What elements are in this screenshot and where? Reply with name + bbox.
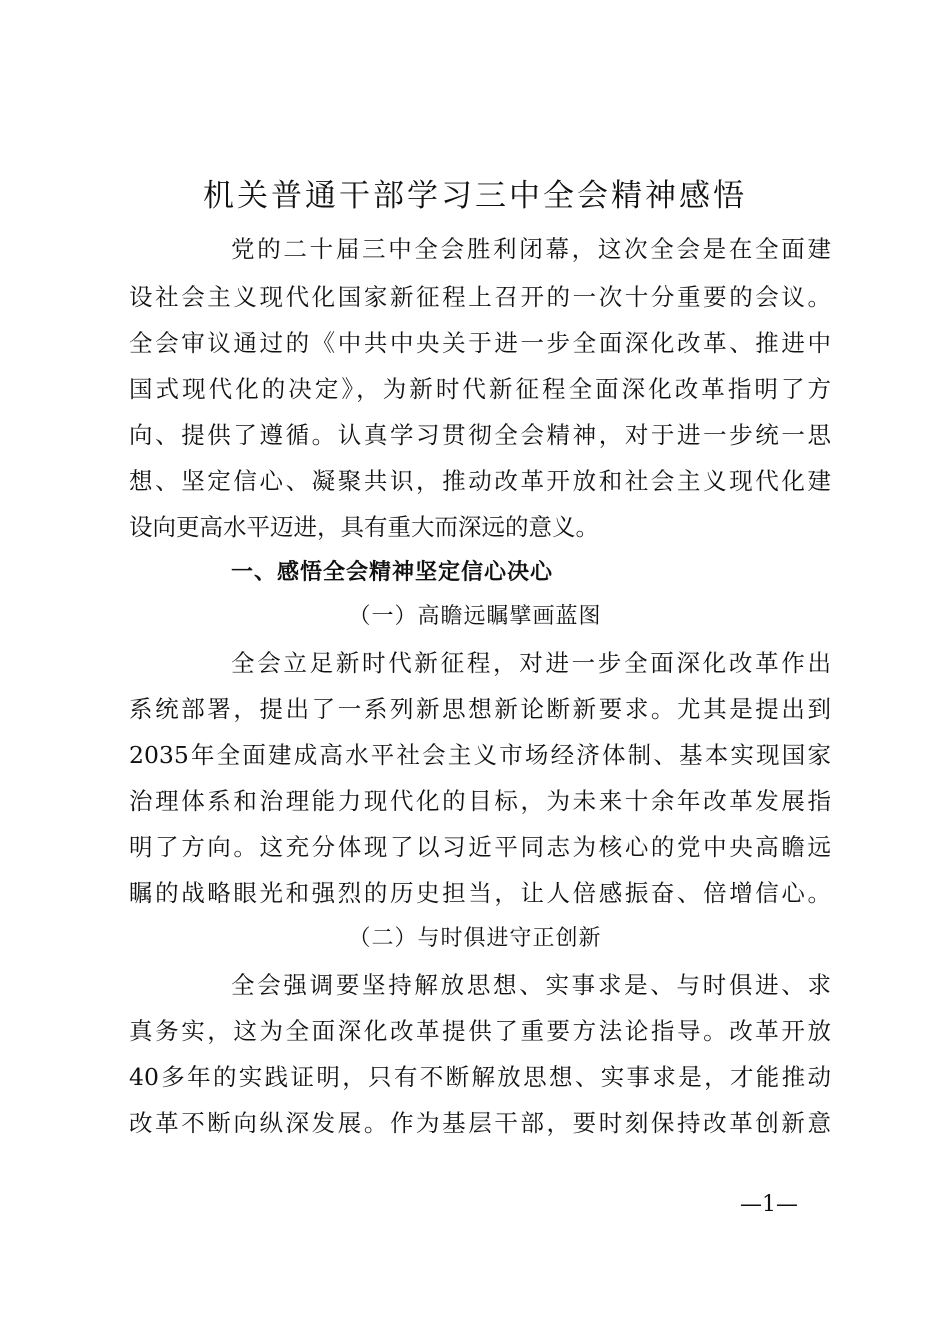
paragraph-line: 改革不断向纵深发展。作为基层干部，要时刻保持改革创新意 <box>129 1109 831 1137</box>
paragraph-line: 2035年全面建成高水平社会主义市场经济体制、基本实现国家 <box>129 741 831 769</box>
section-heading: 一、感悟全会精神坚定信心决心 <box>231 560 554 585</box>
paragraph-line: 40多年的实践证明，只有不断解放思想、实事求是，才能推动 <box>129 1063 831 1091</box>
paragraph-line: 想、坚定信心、凝聚共识，推动改革开放和社会主义现代化建 <box>129 467 831 495</box>
document-title: 机关普通干部学习三中全会精神感悟 <box>203 178 747 214</box>
paragraph-line: 治理体系和治理能力现代化的目标，为未来十余年改革发展指 <box>129 787 831 815</box>
paragraph-line: 向、提供了遵循。认真学习贯彻全会精神，对于进一步统一思 <box>129 421 831 449</box>
paragraph-line: 系统部署，提出了一系列新思想新论断新要求。尤其是提出到 <box>129 695 831 723</box>
paragraph-line: 全会审议通过的《中共中央关于进一步全面深化改革、推进中 <box>129 329 831 357</box>
paragraph-line: 党的二十届三中全会胜利闭幕，这次全会是在全面建 <box>231 235 831 263</box>
paragraph-line: 设向更高水平迈进，具有重大而深远的意义。 <box>129 513 599 541</box>
paragraph-line: 真务实，这为全面深化改革提供了重要方法论指导。改革开放 <box>129 1017 831 1045</box>
paragraph-line: 明了方向。这充分体现了以习近平同志为核心的党中央高瞻远 <box>129 833 831 861</box>
subsection-heading: （二）与时俱进守正创新 <box>348 926 602 951</box>
paragraph-line: 设社会主义现代化国家新征程上召开的一次十分重要的会议。 <box>129 283 831 311</box>
paragraph-line: 全会立足新时代新征程，对进一步全面深化改革作出 <box>231 649 831 677</box>
subsection-heading: （一）高瞻远瞩擘画蓝图 <box>348 604 602 629</box>
paragraph-line: 全会强调要坚持解放思想、实事求是、与时俱进、求 <box>231 971 831 999</box>
paragraph-line: 国式现代化的决定》，为新时代新征程全面深化改革指明了方 <box>129 375 831 403</box>
paragraph-line: 瞩的战略眼光和强烈的历史担当，让人倍感振奋、倍增信心。 <box>129 879 831 907</box>
page-number: —1— <box>740 1192 798 1217</box>
